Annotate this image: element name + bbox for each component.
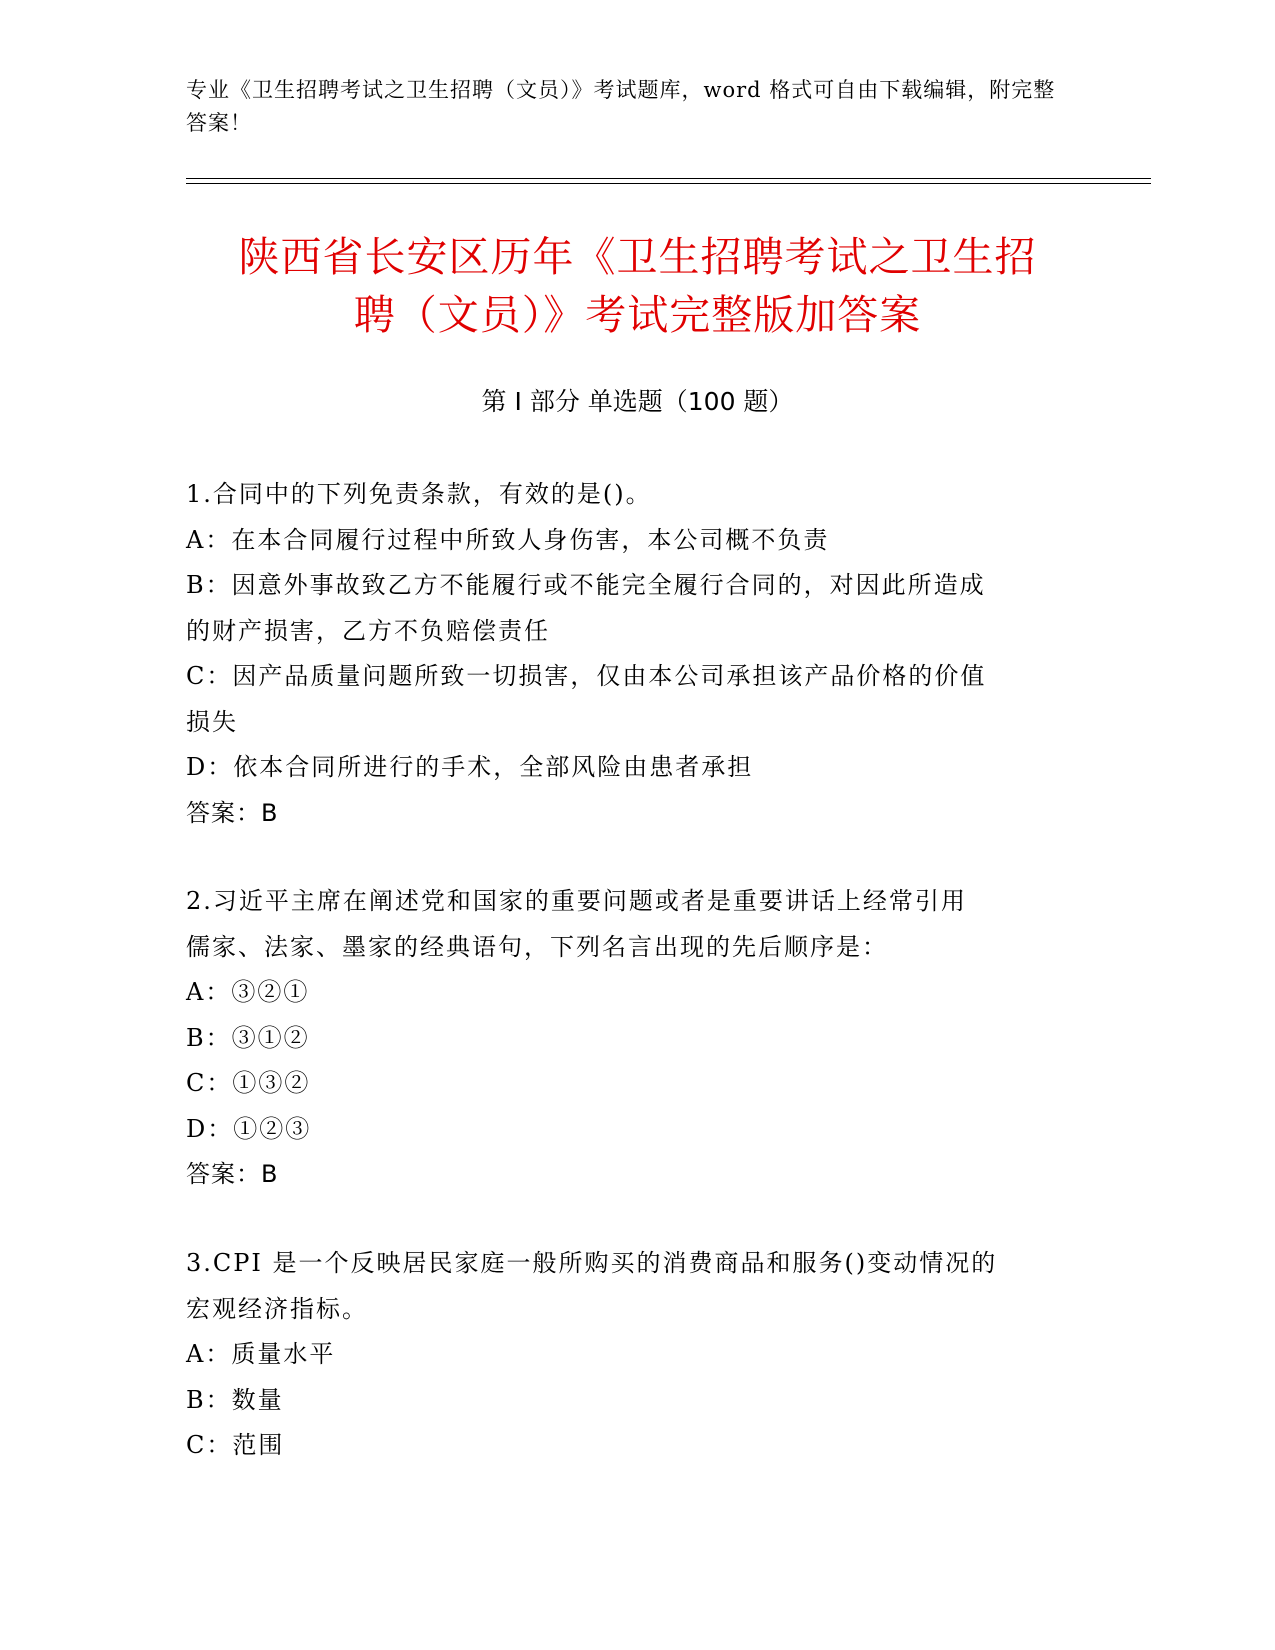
question-3: [186, 1241, 1086, 1469]
question-1: [186, 472, 1086, 836]
option-c: C：因产品质量问题所致一切损害，仅由本公司承担该产品价格的价值: [186, 662, 987, 690]
section-title: 第 I 部分 单选题（100 题）: [481, 387, 794, 416]
question-stem-continued: 儒家、法家、墨家的经典语句，下列名言出现的先后顺序是：: [186, 932, 888, 961]
question-stem: 1.合同中的下列免责条款，有效的是()。: [186, 480, 652, 508]
option-a: A：在本合同履行过程中所致人身伤害，本公司概不负责: [186, 525, 830, 554]
header-rule-bottom: [186, 183, 1151, 184]
option-b-continued: 的财产损害，乙方不负赔偿责任: [186, 616, 550, 645]
answer: 答案：B: [186, 798, 279, 827]
question-stem-continued: 宏观经济指标。: [186, 1294, 368, 1323]
option-a: A：质量水平: [186, 1340, 336, 1368]
option-b: B：数量: [186, 1385, 284, 1414]
title-line-1: 陕西省长安区历年《卫生招聘考试之卫生招: [238, 233, 1037, 281]
title-line-2: 聘（文员）》考试完整版加答案: [353, 291, 922, 339]
option-c: C：范围: [186, 1431, 285, 1459]
option-d: D：①②③: [186, 1114, 312, 1143]
header-rule-top: [186, 178, 1151, 179]
option-c: C：①③②: [186, 1069, 311, 1097]
question-2: [186, 879, 1086, 1198]
question-stem: 3.CPI 是一个反映居民家庭一般所购买的消费商品和服务()变动情况的: [186, 1249, 998, 1277]
option-b: B：因意外事故致乙方不能履行或不能完全履行合同的，对因此所造成: [186, 571, 986, 599]
option-b: B：③①②: [186, 1023, 310, 1052]
question-stem: 2.习近平主席在阐述党和国家的重要问题或者是重要讲话上经常引用: [186, 887, 967, 915]
document-title: [150, 228, 1125, 344]
option-d: D：依本合同所进行的手术，全部风险由患者承担: [186, 753, 754, 781]
option-c-continued: 损失: [186, 707, 238, 736]
answer: 答案：B: [186, 1160, 279, 1188]
header-note: 专业《卫生招聘考试之卫生招聘（文员）》考试题库，word 格式可自由下载编辑，附完整答案！: [186, 78, 1056, 135]
option-a: A：③②①: [186, 978, 310, 1006]
